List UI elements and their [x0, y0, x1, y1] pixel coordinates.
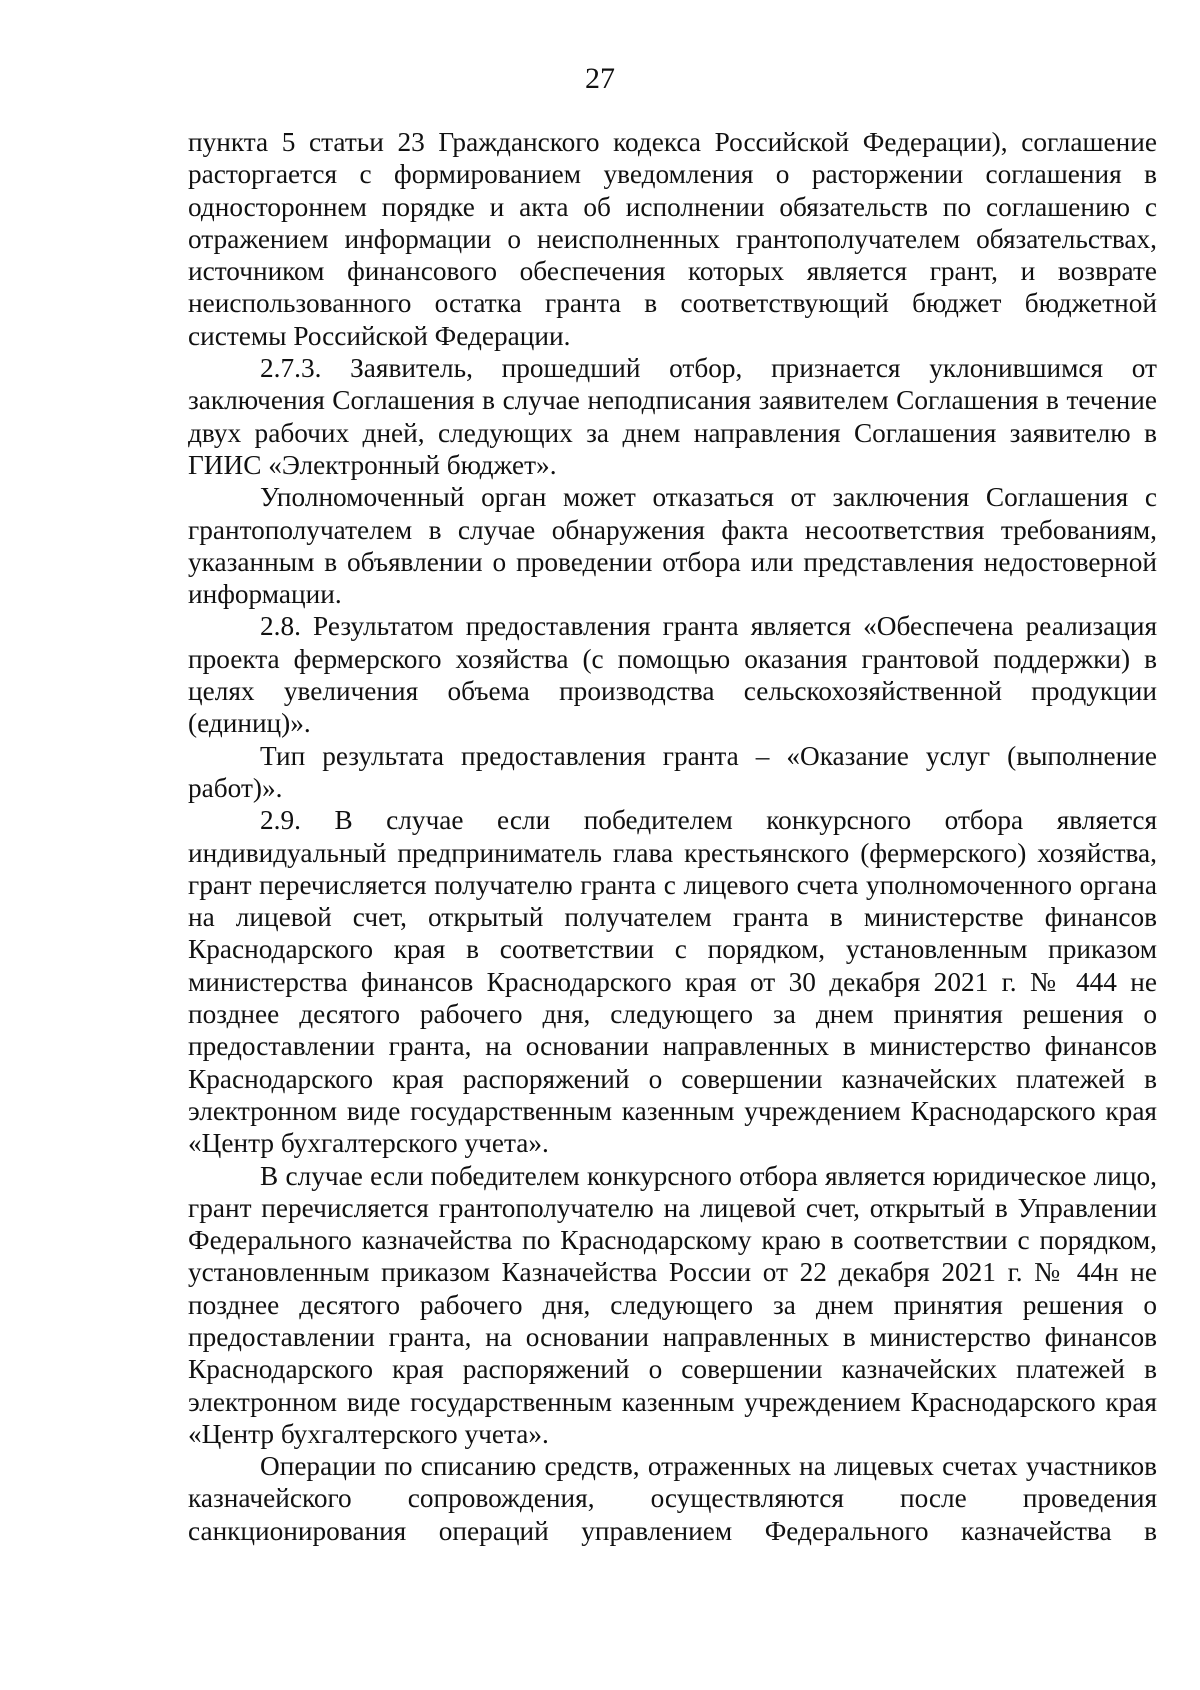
paragraph-write-off-operations: Операции по списанию средств, отраженных на лицевых счетах участников казначейского сопровождения, осуществляются после проведения санкционирования операций управлением Федерального казначейства в [188, 1451, 1157, 1546]
paragraph-2-8: 2.8. Результатом предоставления гранта является «Обеспечена реализация проекта фермерского хозяйства (с помощью оказания грантовой поддержки) в целях увеличения объема производства сельскохозяйственной продукции (единиц)». [188, 611, 1157, 739]
page-number: 27 [585, 62, 615, 95]
paragraph-contract-termination: пункта 5 статьи 23 Гражданского кодекса Российской Федерации), соглашение расторгается с формированием уведомления о расторжении соглашения в одностороннем порядке и акта об исполнении обязательств по соглашению с отражением информации о неисполненных грантополучателем обязательствах, источником финансового обеспечения которых является грант, и возврате неиспользованного остатка гранта в соответствующий бюджет бюджетной системы Российской Федерации. [188, 127, 1157, 351]
paragraph-2-7-3: 2.7.3. Заявитель, прошедший отбор, признается уклонившимся от заключения Соглашения в случае неподписания заявителем Соглашения в течение двух рабочих дней, следующих за днем направления Соглашения заявителю в ГИИС «Электронный бюджет». [188, 353, 1157, 480]
paragraph-result-type: Тип результата предоставления гранта – «Оказание услуг (выполнение работ)». [188, 740, 1157, 803]
paragraph-authority-refusal: Уполномоченный орган может отказаться от заключения Соглашения с грантополучателем в случае обнаружения факта несоответствия требованиям, указанным в объявлении о проведении отбора или представления недостоверной информации. [188, 482, 1157, 610]
paragraph-legal-entity: В случае если победителем конкурсного отбора является юридическое лицо, грант перечисляется грантополучателю на лицевой счет, открытый в Управлении Федерального казначейства по Краснодарскому краю в соответствии с порядком, установленным приказом Казначейства России от 22 декабря 2021 г. № 44н не позднее десятого рабочего дня, следующего за днем принятия решения о предоставлении гранта, на основании направленных в министерство финансов Краснодарского края распоряжений о совершении казначейских платежей в электронном виде государственным казенным учреждением Краснодарского края «Центр бухгалтерского учета». [188, 1160, 1157, 1449]
document-body [188, 126, 1157, 1547]
paragraph-2-9: 2.9. В случае если победителем конкурсного отбора является индивидуальный предприниматель глава крестьянского (фермерского) хозяйства, грант перечисляется получателю гранта с лицевого счета уполномоченного органа на лицевой счет, открытый получателем гранта в министерстве финансов Краснодарского края в соответствии с порядком, установленным приказом министерства финансов Краснодарского края от 30 декабря 2021 г. № 444 не позднее десятого рабочего дня, следующего за днем принятия решения о предоставлении гранта, на основании направленных в министерство финансов Краснодарского края распоряжений о совершении казначейских платежей в электронном виде государственным казенным учреждением Краснодарского края «Центр бухгалтерского учета». [188, 805, 1157, 1159]
